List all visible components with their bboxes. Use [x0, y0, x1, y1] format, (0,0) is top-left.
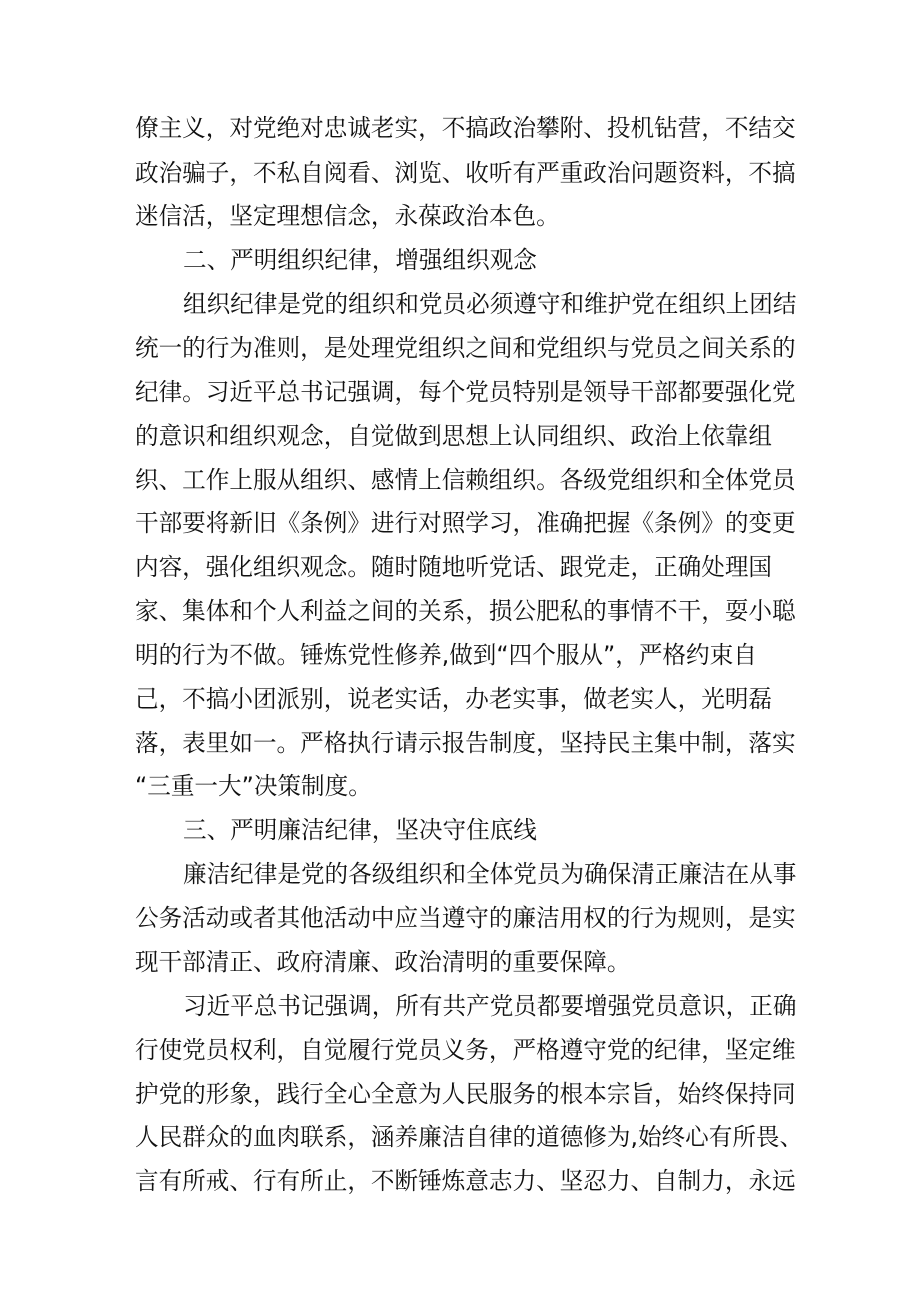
text-line: 公务活动或者其他活动中应当遵守的廉洁用权的行为规则，是实: [135, 904, 796, 932]
text-line: 家、集体和个人利益之间的关系，损公肥私的事情不干，耍小聪: [135, 597, 796, 625]
text-line: 现干部清正、政府清廉、政治清明的重要保障。: [135, 948, 631, 976]
text-line: 纪律。习近平总书记强调，每个党员特别是领导干部都要强化党: [135, 378, 796, 406]
text-line: 僚主义，对党绝对忠诚老实，不搞政治攀附、投机钻营，不结交: [135, 114, 796, 142]
text-line: 迷信活，坚定理想信念，永葆政治本色。: [135, 202, 560, 230]
text-line: 的意识和组织观念，自觉做到思想上认同组织、政治上依靠组: [135, 422, 773, 450]
text-line: 落，表里如一。严格执行请示报告制度，坚持民主集中制，落实: [135, 729, 796, 757]
text-line: 人民群众的血肉联系，涵养廉洁自律的道德修为,始终心有所畏、: [135, 1123, 804, 1151]
text-line: 内容，强化组织观念。随时随地听党话、跟党走，正确处理国: [135, 553, 773, 581]
section-heading-2: 二、严明组织纪律，增强组织观念: [183, 246, 537, 274]
text-line: 干部要将新旧《条例》进行对照学习，准确把握《条例》的变更: [135, 509, 796, 537]
text-line: 织、工作上服从组织、感情上信赖组织。各级党组织和全体党员: [135, 466, 796, 494]
text-line: 明的行为不做。锤炼党性修养,做到“四个服从”，严格约束自: [135, 641, 757, 669]
text-line: 己，不搞小团派别，说老实话，办老实事，做老实人，光明磊: [135, 685, 773, 713]
section-heading-3: 三、严明廉洁纪律，坚决守住底线: [183, 816, 537, 844]
text-line: 行使党员权利，自觉履行党员义务，严格遵守党的纪律，坚定维: [135, 1036, 796, 1064]
paragraph-first-line: 组织纪律是党的组织和党员必须遵守和维护党在组织上团结: [183, 290, 797, 318]
text-line: “三重一大”决策制度。: [135, 772, 372, 800]
text-line: 政治骗子，不私自阅看、浏览、收听有严重政治问题资料，不搞: [135, 159, 796, 187]
text-line: 言有所戒、行有所止，不断锤炼意志力、坚忍力、自制力，永远: [135, 1167, 796, 1195]
paragraph-first-line: 习近平总书记强调，所有共产党员都要增强党员意识，正确: [183, 992, 797, 1020]
paragraph-first-line: 廉洁纪律是党的各级组织和全体党员为确保清正廉洁在从事: [183, 860, 797, 888]
text-line: 护党的形象，践行全心全意为人民服务的根本宗旨，始终保持同: [135, 1080, 796, 1108]
text-line: 统一的行为准则，是处理党组织之间和党组织与党员之间关系的: [135, 334, 796, 362]
